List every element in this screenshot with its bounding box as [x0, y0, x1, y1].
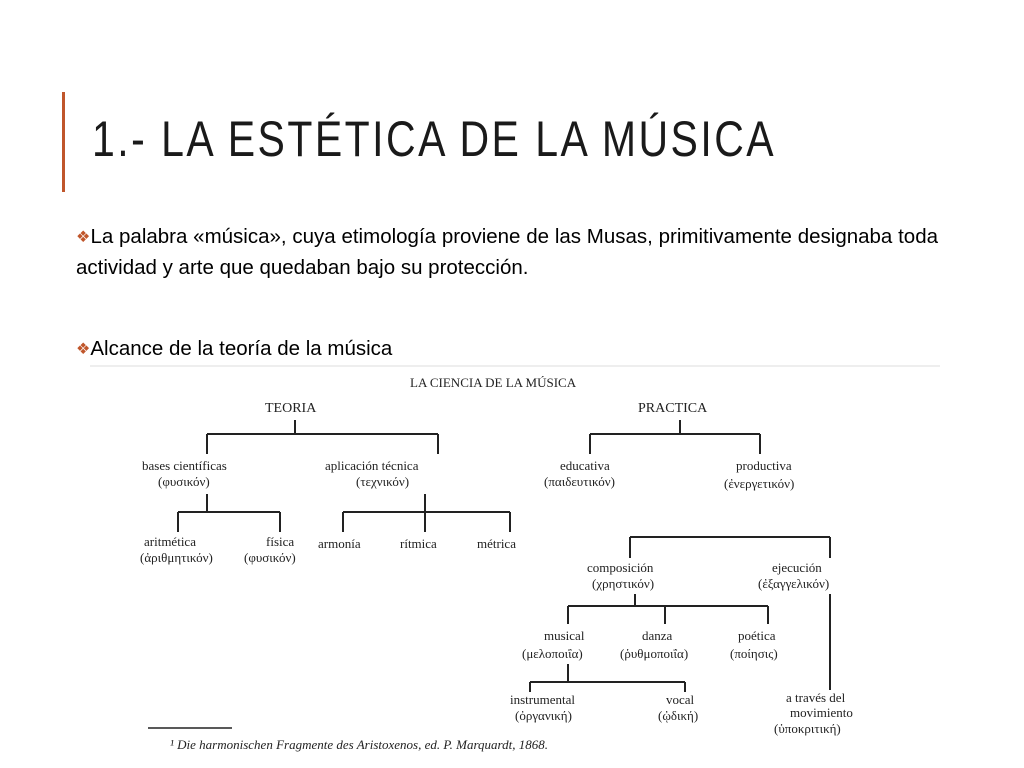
- instrumental-greek: (ὀργανική): [515, 708, 572, 723]
- bullet-alcance: [76, 334, 938, 365]
- instrumental-label: instrumental: [510, 692, 575, 707]
- ritmica-label: rítmica: [400, 536, 437, 551]
- aritmetica-greek: (ἀριθμητικόν): [140, 550, 213, 565]
- movimiento-label-2: movimiento: [790, 705, 853, 720]
- composicion-greek: (χρηστικόν): [592, 576, 655, 591]
- aplicacion-greek: (τεχνικόν): [356, 474, 410, 489]
- musical-label: musical: [544, 628, 585, 643]
- bullet-etimologia: [76, 222, 938, 282]
- vocal-label: vocal: [666, 692, 695, 707]
- diamond-bullet-icon: ❖: [76, 341, 91, 358]
- bullet-text: Alcance de la teoría de la música: [90, 337, 393, 360]
- productiva-greek: (ἐνεργετικόν): [724, 476, 795, 491]
- ejecucion-greek: (ἐξαγγελικόν): [758, 576, 830, 591]
- poetica-label: poética: [738, 628, 776, 643]
- diamond-bullet-icon: ❖: [76, 229, 91, 246]
- footnote-text: ¹ Die harmonischen Fragmente des Aristoxenos, ed. P. Marquardt, 1868.: [170, 737, 548, 752]
- educativa-label: educativa: [560, 458, 610, 473]
- ejecucion-label: ejecución: [772, 560, 822, 575]
- bases-label: bases científicas: [142, 458, 227, 473]
- educativa-greek: (παιδευτικόν): [544, 474, 615, 489]
- aplicacion-label: aplicación técnica: [325, 458, 419, 473]
- practica-label: PRACTICA: [638, 401, 708, 416]
- movimiento-greek: (ὑποκριτική): [774, 721, 841, 736]
- metrica-label: métrica: [477, 536, 516, 551]
- musical-greek: (μελοποιΐα): [522, 646, 583, 661]
- bullet-text: La palabra «música», cuya etimología proviene de las Musas, primitivamente designaba toda actividad y arte que quedaban bajo su protección.: [76, 225, 939, 279]
- productiva-label: productiva: [736, 458, 792, 473]
- ciencia-musica-diagram: [60, 362, 940, 762]
- danza-label: danza: [642, 628, 673, 643]
- slide-title: 1.- LA ESTÉTICA DE LA MÚSICA: [92, 111, 777, 167]
- armonia-label: armonía: [318, 536, 361, 551]
- fisica-label: física: [266, 534, 295, 549]
- aritmetica-label: aritmética: [144, 534, 196, 549]
- poetica-greek: (ποίησις): [730, 646, 778, 661]
- teoria-label: TEORIA: [265, 401, 317, 416]
- bases-greek: (φυσικόν): [158, 474, 210, 489]
- movimiento-label-1: a través del: [786, 690, 846, 705]
- composicion-label: composición: [587, 560, 654, 575]
- title-accent-bar: [62, 92, 65, 192]
- fisica-greek: (φυσικόν): [244, 550, 296, 565]
- diagram-heading: LA CIENCIA DE LA MÚSICA: [410, 375, 577, 390]
- vocal-greek: (ᾠδική): [658, 708, 699, 723]
- danza-greek: (ῥυθμοποιΐα): [620, 646, 689, 661]
